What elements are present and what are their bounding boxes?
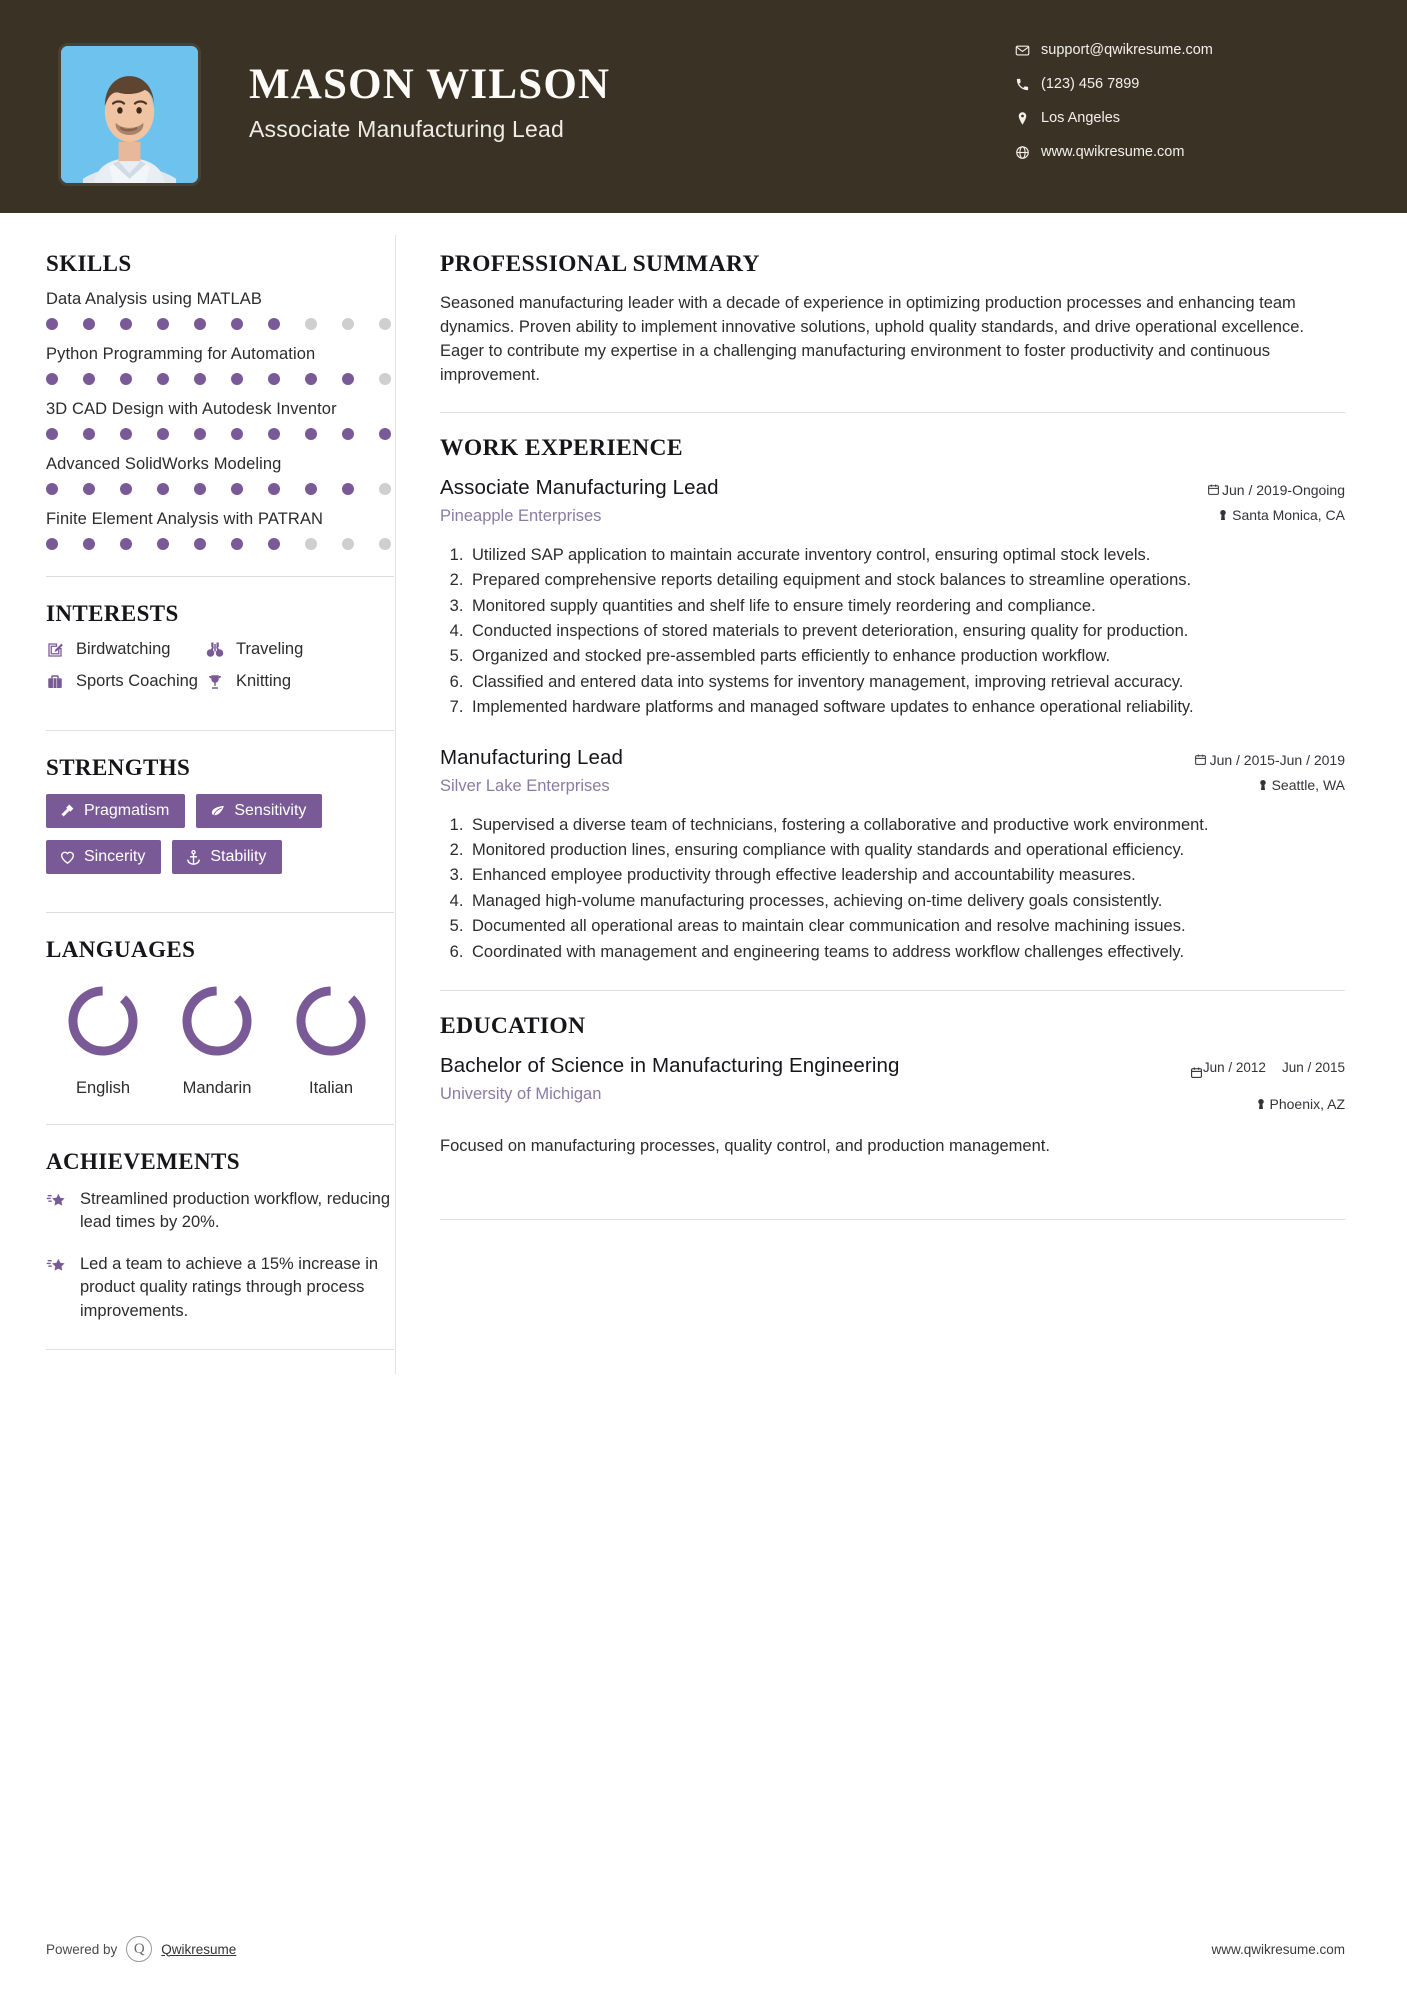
education-degree: Bachelor of Science in Manufacturing Engineering	[440, 1054, 900, 1078]
language-progress-ring	[178, 982, 256, 1060]
resume-body	[0, 213, 1407, 1374]
contact-website-value: www.qwikresume.com	[1041, 144, 1185, 160]
language-item	[160, 976, 274, 1098]
skill-rating-dot	[83, 428, 95, 440]
work-role: Manufacturing Lead	[440, 745, 624, 769]
contact-list	[1015, 42, 1345, 178]
skill-rating-dot	[46, 538, 58, 550]
skill-item	[46, 455, 395, 495]
skill-rating-dot	[194, 318, 206, 330]
section-skills	[46, 251, 395, 550]
powered-by[interactable]	[46, 1936, 236, 1962]
work-organization: Silver Lake Enterprises	[440, 776, 610, 795]
skill-rating-dot	[268, 538, 280, 550]
contact-email-value: support@qwikresume.com	[1041, 42, 1213, 58]
work-bullet: 6. Classified and entered data into systems for inventory management, improving retrieval accuracy.	[468, 671, 1345, 694]
map-pin-icon	[1252, 1098, 1270, 1110]
strength-badge	[46, 794, 185, 828]
strength-label: Sensitivity	[234, 802, 307, 819]
qwikresume-brand-link[interactable]: Qwikresume	[161, 1941, 237, 1957]
globe-icon	[1015, 145, 1041, 160]
skill-item	[46, 400, 395, 440]
skill-rating-dot	[83, 538, 95, 550]
work-bullet: 6. Coordinated with management and engineering teams to address workflow challenges effectively.	[468, 941, 1345, 964]
skill-rating-dot	[120, 428, 132, 440]
skill-rating-dot	[120, 538, 132, 550]
star-icon	[46, 1188, 80, 1235]
work-organization: Pineapple Enterprises	[440, 506, 602, 525]
education-heading: EDUCATION	[440, 1013, 586, 1040]
skill-rating-dot	[379, 318, 391, 330]
education-location-value: Phoenix, AZ	[1269, 1096, 1345, 1113]
skill-item	[46, 345, 395, 385]
summary-text: Seasoned manufacturing leader with a decade of experience in optimizing production processes and enhancing team dynamics. Proven ability to implement innovative solutions, uphold quality standards, and drive operational excellence. Eager to contribute my expertise in a challenging manufacturing environment to foster productivity and continuous improvement.	[440, 294, 1304, 384]
skill-rating-dot	[46, 373, 58, 385]
work-bullet: 2. Prepared comprehensive reports detailing equipment and stock balances to streamline operations.	[468, 569, 1345, 592]
skill-label: Python Programming for Automation	[46, 345, 316, 363]
skill-rating-dot	[305, 318, 317, 330]
skill-rating-dot	[231, 373, 243, 385]
contact-phone[interactable]	[1015, 76, 1345, 92]
divider	[440, 412, 1345, 413]
map-pin-icon	[1254, 779, 1272, 791]
skill-rating-dot	[342, 483, 354, 495]
work-location	[1204, 507, 1345, 523]
strength-label: Stability	[210, 848, 267, 865]
calendar-icon	[1192, 753, 1210, 766]
skill-item	[46, 290, 395, 330]
location-pin-icon	[1015, 111, 1041, 126]
phone-icon	[1015, 77, 1041, 92]
language-item	[274, 976, 388, 1098]
map-pin-icon	[1214, 509, 1232, 521]
strength-badge	[196, 794, 322, 828]
work-bullet-list	[440, 814, 1345, 965]
skill-rating-dot	[379, 373, 391, 385]
education-location	[1190, 1096, 1345, 1112]
skill-rating-dot	[342, 428, 354, 440]
skill-rating-dot	[231, 483, 243, 495]
star-icon	[46, 1253, 80, 1323]
work-header	[440, 746, 1345, 802]
work-bullet: 5. Documented all operational areas to maintain clear communication and resolve machining issues.	[468, 915, 1345, 938]
interest-item	[206, 672, 366, 691]
calendar-icon	[1204, 483, 1222, 496]
languages-heading: LANGUAGES	[46, 937, 196, 962]
language-label: English	[75, 1079, 131, 1097]
strength-badge	[172, 840, 282, 874]
sidebar	[0, 213, 395, 1374]
education-school: University of Michigan	[440, 1085, 602, 1104]
skill-label: Data Analysis using MATLAB	[46, 290, 262, 308]
skill-rating-dot	[194, 373, 206, 385]
language-progress-ring	[64, 982, 142, 1060]
achievement-item	[46, 1188, 398, 1235]
divider	[440, 1219, 1345, 1220]
skill-item	[46, 510, 395, 550]
divider	[46, 912, 394, 913]
skill-rating-dot	[379, 483, 391, 495]
work-bullet-list	[440, 544, 1345, 720]
skill-rating-dot	[342, 538, 354, 550]
language-label: Italian	[308, 1079, 354, 1097]
main-content	[396, 213, 1407, 1374]
work-experience-item	[440, 476, 1345, 720]
work-date	[1204, 482, 1345, 498]
skill-rating-dot	[231, 318, 243, 330]
qwikresume-logo-icon: Q	[126, 1936, 152, 1962]
education-dates	[1190, 1060, 1345, 1084]
interest-label: Birdwatching	[76, 640, 171, 658]
education-end-date: Jun / 2015	[1281, 1060, 1345, 1076]
powered-by-label: Powered by	[46, 1941, 118, 1957]
divider	[46, 576, 394, 577]
skill-rating-dot	[83, 483, 95, 495]
anchor-icon	[185, 849, 210, 866]
achievements-list	[46, 1188, 395, 1323]
skill-rating-dot	[305, 538, 317, 550]
languages-list	[46, 976, 398, 1098]
achievements-heading: ACHIEVEMENTS	[46, 1149, 240, 1174]
skill-rating-dot	[157, 538, 169, 550]
page-title: MASON WILSON	[249, 61, 611, 108]
skill-rating-dot	[157, 318, 169, 330]
skill-rating	[46, 428, 394, 440]
strengths-list	[46, 794, 398, 886]
skill-rating-dot	[268, 428, 280, 440]
skill-rating-dot	[83, 318, 95, 330]
email-icon	[1015, 43, 1041, 58]
skill-rating-dot	[120, 483, 132, 495]
binoculars-icon	[206, 641, 236, 659]
skills-list	[46, 290, 395, 550]
divider	[46, 730, 394, 731]
calendar-icon	[1190, 1066, 1203, 1084]
summary-heading: PROFESSIONAL SUMMARY	[440, 251, 760, 277]
language-item	[46, 976, 160, 1098]
skill-rating-dot	[194, 538, 206, 550]
work-role: Associate Manufacturing Lead	[440, 475, 719, 499]
work-heading: WORK EXPERIENCE	[440, 434, 683, 461]
interests-heading: INTERESTS	[46, 601, 179, 626]
divider	[46, 1124, 394, 1125]
achievement-item	[46, 1253, 398, 1323]
language-progress-ring	[292, 982, 370, 1060]
section-professional-summary	[440, 251, 1345, 388]
trophy-icon	[206, 673, 236, 691]
strength-label: Pragmatism	[84, 802, 170, 819]
interest-item	[46, 672, 206, 691]
skill-rating-dot	[268, 373, 280, 385]
work-bullet: 5. Organized and stocked pre-assembled parts efficiently to enhance production workflow.	[468, 645, 1345, 668]
section-languages	[46, 937, 395, 1098]
divider	[46, 1349, 394, 1350]
skill-rating-dot	[305, 428, 317, 440]
skill-rating-dot	[157, 428, 169, 440]
skill-rating-dot	[231, 538, 243, 550]
contact-location-value: Los Angeles	[1041, 110, 1121, 126]
work-bullet: 1. Utilized SAP application to maintain accurate inventory control, ensuring optimal stock levels.	[468, 544, 1345, 567]
divider	[440, 990, 1345, 991]
skill-rating-dot	[120, 373, 132, 385]
work-location	[1192, 777, 1345, 793]
interest-label: Traveling	[236, 640, 304, 658]
work-bullet: 2. Monitored production lines, ensuring compliance with quality standards and operational efficiency.	[468, 839, 1345, 862]
skill-rating	[46, 538, 394, 550]
skill-rating-dot	[46, 318, 58, 330]
section-strengths	[46, 755, 395, 886]
heart-icon	[59, 849, 84, 866]
skill-rating-dot	[194, 483, 206, 495]
skill-label: Finite Element Analysis with PATRAN	[46, 510, 324, 528]
skill-rating-dot	[157, 483, 169, 495]
skill-rating-dot	[379, 428, 391, 440]
strengths-heading: STRENGTHS	[46, 755, 191, 780]
section-achievements	[46, 1149, 395, 1323]
skill-rating-dot	[305, 483, 317, 495]
hammer-icon	[59, 803, 84, 820]
skill-rating-dot	[46, 483, 58, 495]
skill-rating-dot	[268, 483, 280, 495]
contact-location	[1015, 110, 1345, 126]
education-header	[440, 1054, 1345, 1121]
work-bullet: 3. Enhanced employee productivity through effective leadership and accountability measures.	[468, 864, 1345, 887]
interest-label: Knitting	[236, 672, 292, 690]
work-bullet: 1. Supervised a diverse team of technicians, fostering a collaborative and productive work environment.	[468, 814, 1345, 837]
skill-rating-dot	[379, 538, 391, 550]
work-location-value: Seattle, WA	[1271, 776, 1345, 793]
education-description: Focused on manufacturing processes, quality control, and production management.	[440, 1137, 1050, 1156]
contact-phone-value: (123) 456 7899	[1041, 76, 1140, 92]
strength-label: Sincerity	[84, 848, 146, 865]
work-bullet: 4. Managed high-volume manufacturing processes, achieving on-time delivery goals consistently.	[468, 890, 1345, 913]
work-bullet: 4. Conducted inspections of stored materials to prevent deterioration, ensuring quality for production.	[468, 620, 1345, 643]
jobs-list	[440, 476, 1345, 964]
skill-label: 3D CAD Design with Autodesk Inventor	[46, 400, 337, 418]
skill-label: Advanced SolidWorks Modeling	[46, 455, 282, 473]
skill-rating-dot	[305, 373, 317, 385]
skills-heading: SKILLS	[46, 251, 132, 276]
work-experience-item	[440, 746, 1345, 965]
skill-rating-dot	[120, 318, 132, 330]
work-header	[440, 476, 1345, 532]
work-date-value: Jun / 2019-Ongoing	[1222, 481, 1345, 498]
interest-label: Sports Coaching	[76, 672, 198, 690]
education-start-date: Jun / 2012	[1202, 1060, 1266, 1076]
footer-url[interactable]: www.qwikresume.com	[1211, 1941, 1345, 1957]
resume-header	[0, 0, 1407, 213]
skill-rating-dot	[157, 373, 169, 385]
section-interests	[46, 601, 395, 704]
work-bullet: 7. Implemented hardware platforms and managed software updates to enhance operational reliability.	[468, 696, 1345, 719]
briefcase-icon	[46, 673, 76, 691]
achievement-text: Led a team to achieve a 15% increase in product quality ratings through process improvements.	[80, 1254, 379, 1320]
pencil-square-icon	[46, 641, 76, 659]
interest-item	[206, 640, 366, 659]
strength-badge	[46, 840, 161, 874]
avatar	[58, 43, 201, 186]
skill-rating-dot	[46, 428, 58, 440]
work-date	[1192, 752, 1345, 768]
leaf-icon	[209, 803, 234, 820]
skill-rating-dot	[342, 373, 354, 385]
section-work-experience	[440, 435, 1345, 964]
page-footer	[0, 1936, 1407, 1962]
skill-rating-dot	[83, 373, 95, 385]
skill-rating	[46, 483, 394, 495]
contact-website[interactable]	[1015, 144, 1345, 160]
work-bullet: 3. Monitored supply quantities and shelf life to ensure timely reordering and compliance.	[468, 595, 1345, 618]
achievement-text: Streamlined production workflow, reducing lead times by 20%.	[80, 1190, 390, 1232]
work-location-value: Santa Monica, CA	[1232, 506, 1345, 523]
skill-rating	[46, 318, 394, 330]
header-job-title: Associate Manufacturing Lead	[249, 116, 565, 143]
contact-email[interactable]	[1015, 42, 1345, 58]
interests-list	[46, 640, 394, 704]
skill-rating-dot	[268, 318, 280, 330]
skill-rating-dot	[342, 318, 354, 330]
skill-rating-dot	[231, 428, 243, 440]
work-date-value: Jun / 2015-Jun / 2019	[1209, 751, 1345, 768]
language-label: Mandarin	[182, 1079, 252, 1097]
interest-item	[46, 640, 206, 659]
skill-rating-dot	[194, 428, 206, 440]
skill-rating	[46, 373, 394, 385]
section-education	[440, 1013, 1345, 1159]
